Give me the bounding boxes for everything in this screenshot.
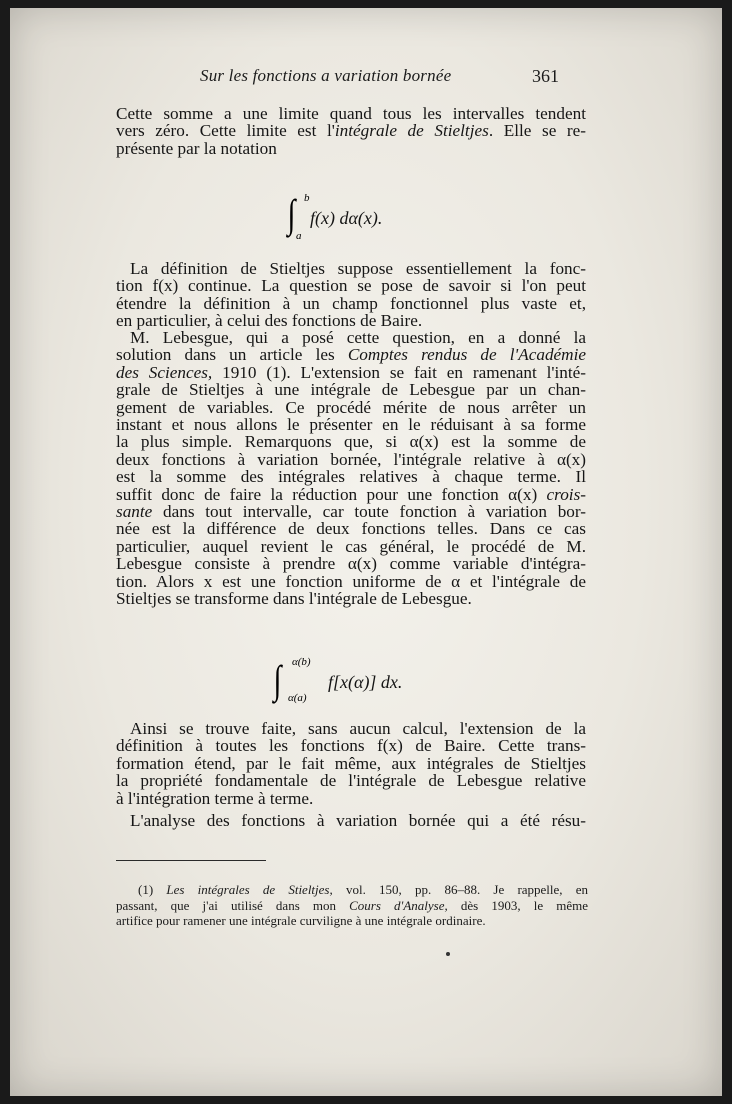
paragraph-4 (116, 720, 586, 807)
text-line: la propriété fondamentale de l'intégrale de Lebesgue relative (116, 771, 586, 791)
text-line: la plus simple. Remarquons que, si α(x) est la somme de (116, 432, 586, 452)
text-line: est la somme des intégrales relatives à chaque terme. Il (116, 467, 586, 487)
text-line: passant, que j'ai utilisé dans mon Cours d'Analyse, dès 1903, le même (116, 897, 589, 913)
upper-limit: b (304, 192, 310, 204)
emphasis: Comptes rendus de l'Académie (347, 345, 586, 365)
ink-speck (446, 952, 450, 956)
text-line: étendre la définition à un champ fonctionnel plus vaste et, (116, 293, 586, 313)
upper-limit: α(b) (292, 656, 311, 668)
lower-limit: a (296, 230, 302, 242)
footnote-ref: (1) (266, 362, 287, 382)
page-number: 361 (532, 66, 559, 86)
running-header (10, 66, 722, 92)
text-line: Ainsi se trouve faite, sans aucun calcul, l'extension de la (130, 719, 586, 738)
running-title: Sur les fonctions a variation bornée (200, 66, 452, 85)
text-line: en particulier, à celui des fonctions de Baire. (116, 311, 423, 331)
paragraph-3 (116, 329, 586, 608)
text-line: gement de variables. Ce procédé mérite de nous arrêter un (116, 397, 586, 417)
integral-sign: ∫ (287, 191, 296, 236)
text-line: L'analyse des fonctions à variation bornée qui a été résu- (130, 811, 586, 830)
integrand: f[x(α)] dx. (328, 672, 403, 692)
emphasis: crois- (546, 484, 586, 504)
text-line: solution dans un article les Comptes rendus de l'Académie (116, 345, 586, 365)
paragraph-5 (116, 812, 586, 829)
text-line: M. Lebesgue, qui a posé cette question, en a donné la (130, 328, 586, 347)
text-line: formation étend, par le fait même, aux intégrales de Stieltjes (116, 753, 586, 773)
text-line: née est la différence de deux fonctions telles. Dans ce cas (116, 519, 586, 539)
text-line: particulier, auquel revient le cas général, le procédé de M. (116, 536, 586, 556)
text-line: présente par la notation (116, 138, 277, 158)
paragraph-2 (116, 260, 586, 330)
text-line: instant et nous allons le présenter en le réduisant à sa forme (116, 415, 586, 435)
text-line: à l'intégration terme à terme. (116, 788, 314, 808)
paragraph-1 (116, 105, 586, 157)
footnote-marker: (1) (138, 882, 154, 897)
lower-limit: α(a) (288, 692, 307, 704)
text-line: suffit donc de faire la réduction pour une fonction α(x) crois- (116, 484, 586, 504)
page (10, 8, 722, 1096)
text-line: artifice pour ramener une intégrale curviligne à une intégrale ordinaire. (116, 913, 486, 928)
text-line: deux fonctions à variation bornée, l'intégrale relative à α(x) (116, 449, 586, 469)
emphasis: sante (116, 502, 153, 522)
text-line: sante dans tout intervalle, car toute fonction à variation bor- (116, 502, 587, 522)
footnote-rule (116, 860, 266, 861)
emphasis: des Sciences, (116, 362, 213, 382)
text-line: Stieltjes se transforme dans l'intégrale de Lebesgue. (116, 589, 472, 609)
emphasis: Cours d'Analyse, (349, 897, 448, 913)
text-line: tion. Alors x est une fonction uniforme de α et l'intégrale de (116, 571, 586, 591)
emphasis: Les intégrales de Stieltjes, (166, 882, 333, 897)
text-line: définition à toutes les fonctions f(x) de Baire. Cette trans- (116, 736, 586, 756)
text-line: des Sciences, 1910 (1). L'extension se fait en ramenant l'inté- (116, 362, 587, 382)
footnote (116, 882, 588, 929)
text-line: (1) Les intégrales de Stieltjes, vol. 150, pp. 86–88. Je rappelle, en (138, 882, 589, 897)
text-line: La définition de Stieltjes suppose essentiellement la fonc- (130, 259, 586, 278)
emphasis: intégrale de Stieltjes (334, 121, 489, 141)
text-line: grale de Stieltjes à une intégrale de Lebesgue par un chan- (116, 380, 586, 400)
text-line: vers zéro. Cette limite est l'intégrale de Stieltjes. Elle se re- (116, 121, 587, 141)
integral-sign: ∫ (273, 657, 282, 702)
text-line: tion f(x) continue. La question se pose de savoir si l'on peut (116, 276, 586, 296)
text-line: Cette somme a une limite quand tous les intervalles tendent (116, 104, 586, 123)
integrand: f(x) dα(x). (310, 208, 383, 228)
text-line: Lebesgue consiste à prendre α(x) comme variable d'intégra- (116, 554, 586, 574)
